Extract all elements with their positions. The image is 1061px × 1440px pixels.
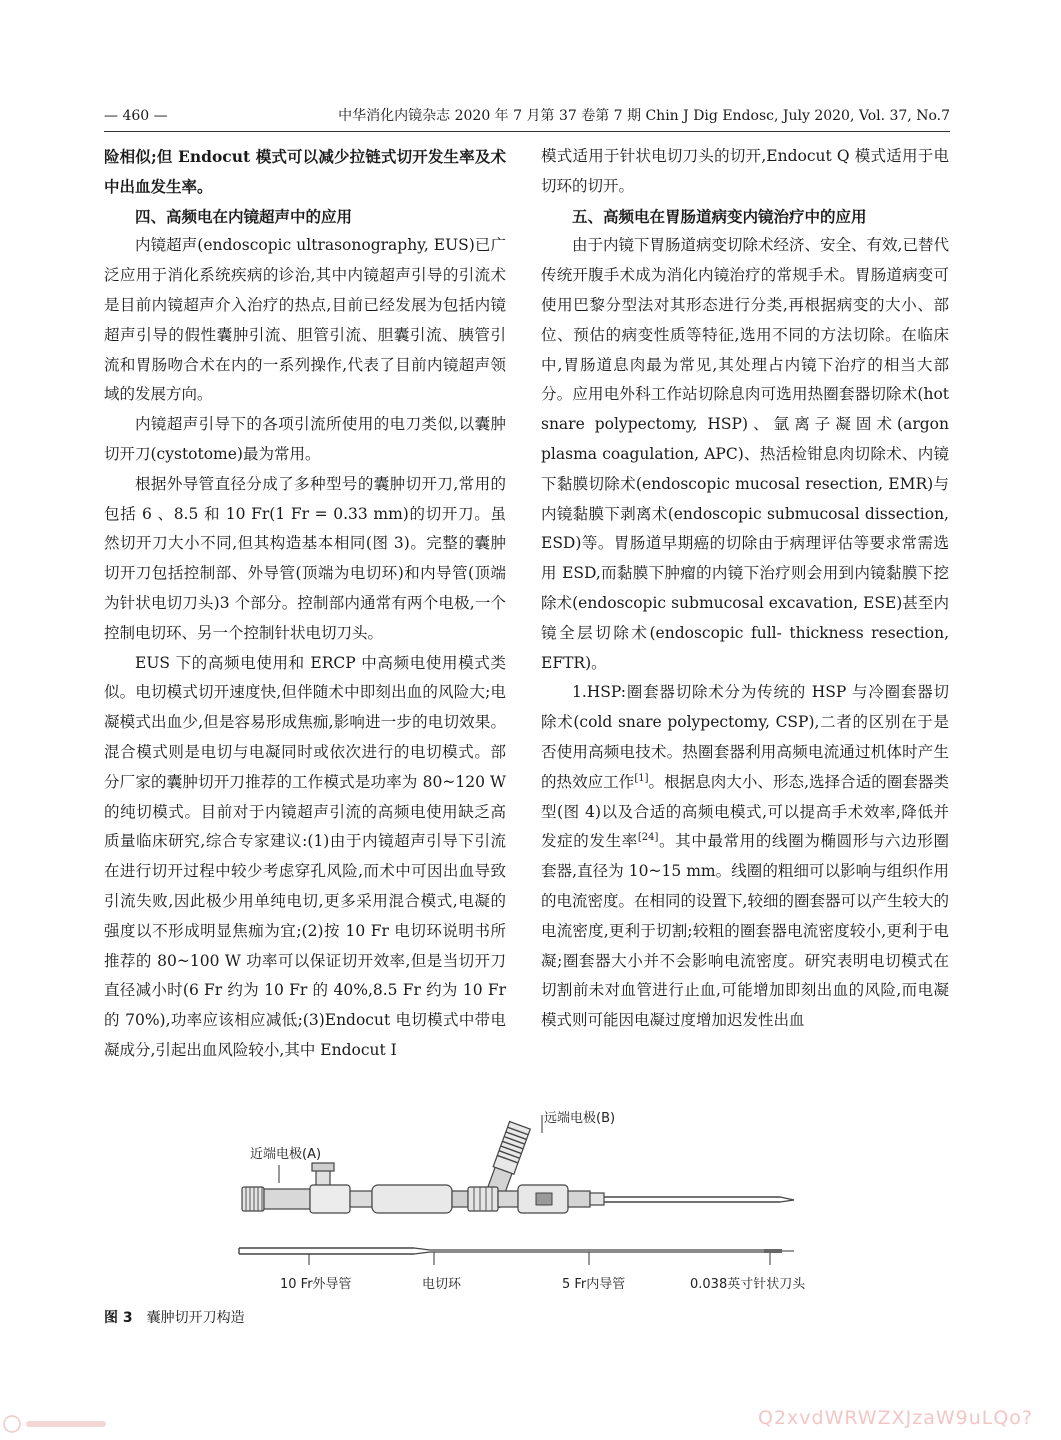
publisher-logo-icon bbox=[0, 1412, 120, 1436]
watermark-code: Q2xvdWRWZXJzaW9uLQo? bbox=[758, 1407, 1034, 1429]
publisher-logo bbox=[0, 1412, 120, 1436]
handle-assembly bbox=[242, 1185, 604, 1213]
right-paragraph-1: 模式适用于针状电切刀头的切开,Endocut Q 模式适用于电切环的切开。 bbox=[541, 147, 949, 195]
label-outer-catheter: 10 Fr外导管 bbox=[280, 1277, 352, 1292]
right-column bbox=[541, 142, 949, 1036]
lower-catheter bbox=[239, 1248, 794, 1254]
figure-title: 囊肿切开刀构造 bbox=[146, 1310, 245, 1326]
hsp-text-a: 1.HSP:圈套器切除术分为传统的 HSP 与冷圈套器切除术(cold snare polypectomy, CSP),二者的区别在于是否使用高频电技术。热圈套器利用高频电流通过机体时产生的热效应工作 bbox=[541, 683, 949, 791]
right-paragraph-2: 由于内镜下胃肠道病变切除术经济、安全、有效,已替代传统开腹手术成为消化内镜治疗的常规手术。胃肠道病变可使用巴黎分型法对其形态进行分类,再根据病变的大小、部位、预估的病变性质等特征,选用不同的方法切除。在临床中,胃肠道息肉最为常见,其处理占内镜下治疗的相当大部分。应用电外科工作站切除息肉可选用热圈套器切除术(hot snare polypectomy, HSP)、氩离子凝固术(argon plasma coagulation, APC)、热活检钳息肉切除术、内镜下黏膜切除术(endoscopic mucosal resection, EMR)与内镜黏膜下剥离术(endoscopic submucosal dissection, ESD)等。胃肠道早期癌的切除由于病理评估等要求常需选用 ESD,而黏膜下肿瘤的内镜下治疗则会用到内镜黏膜下挖除术(endoscopic submucosal excavation, ESE)甚至内镜全层切除术(endoscopic full- thickness resection, EFTR)。 bbox=[541, 236, 949, 672]
figure-caption bbox=[104, 1306, 245, 1330]
figure-number: 图 3 bbox=[104, 1310, 133, 1326]
left-paragraph-1: 险相似;但 Endocut 模式可以减少拉链式切开发生率及术中出血发生率。 bbox=[104, 147, 506, 196]
label-needle-knife: 0.038英寸针状刀头 bbox=[690, 1277, 806, 1292]
section-heading-5: 五、高频电在胃肠道病变内镜治疗中的应用 bbox=[572, 206, 867, 226]
page-number: — 460 — bbox=[104, 108, 168, 124]
left-paragraph-3: 内镜超声引导下的各项引流所使用的电刀类似,以囊肿切开刀(cystotome)最为常用。 bbox=[104, 415, 506, 463]
page-header bbox=[104, 104, 950, 128]
right-paragraph-3 bbox=[541, 678, 949, 1036]
label-inner-catheter: 5 Fr内导管 bbox=[562, 1277, 626, 1292]
figure-3 bbox=[104, 1105, 950, 1305]
cystotome-illustration bbox=[104, 1105, 950, 1305]
label-distal-electrode: 远端电极(B) bbox=[544, 1111, 616, 1126]
hsp-text-c: 。其中最常用的线圈为椭圆形与六边形圈套器,直径为 10~15 mm。线圈的粗细可以影响与组织作用的电流密度。在相同的设置下,较细的圈套器可以产生较大的电流密度,更利于切割;较粗的圈套器电流密度较小,更利于电凝;圈套器大小并不会影响电流密度。研究表明电切模式在切割前未对血管进行止血,可能增加即刻出血的风险,而电凝模式则可能因电凝过度增加迟发性出血 bbox=[541, 832, 949, 1030]
section-heading-4: 四、高频电在内镜超声中的应用 bbox=[135, 206, 353, 226]
citation-1[interactable]: [1] bbox=[634, 772, 649, 784]
label-cutting-loop: 电切环 bbox=[422, 1277, 462, 1292]
left-paragraph-2: 内镜超声(endoscopic ultrasonography, EUS)已广泛应用于消化系统疾病的诊治,其中内镜超声引导的引流术是目前内镜超声介入治疗的热点,目前已经发展为包括内镜超声引导的假性囊肿引流、胆管引流、胆囊引流、胰管引流和胃肠吻合术在内的一系列操作,代表了目前内镜超声领域的发展方向。 bbox=[104, 236, 506, 404]
citation-24[interactable]: [24] bbox=[637, 832, 659, 844]
label-proximal-electrode: 近端电极(A) bbox=[250, 1147, 322, 1162]
header-divider bbox=[104, 131, 950, 132]
left-paragraph-5: EUS 下的高频电使用和 ERCP 中高频电使用模式类似。电切模式切开速度快,但伴随术中即刻出血的风险大;电凝模式出血少,但是容易形成焦痂,影响进一步的电切效果。混合模式则是电切与电凝同时或依次进行的电切模式。部分厂家的囊肿切开刀推荐的工作模式是功率为 80~120 W 的纯切模式。目前对于内镜超声引流的高频电使用缺乏高质量临床研究,综合专家建议:(1)由于内镜超声引导下引流在进行切开过程中较少考虑穿孔风险,而术中可因出血导致引流失败,因此极少用单纯电切,更多采用混合模式,电凝的强度以不形成明显焦痂为宜;(2)按 10 Fr 电切环说明书所推荐的 80~100 W 功率可以保证切开效率,但是当切开刀直径减小时(6 Fr 约为 10 Fr 的 40%,8.5 Fr 约为 10 Fr 的 70%),功率应该相应减低;(3)Endocut 电切模式中带电凝成分,引起出血风险较小,其中 Endocut I bbox=[104, 653, 506, 1059]
hsp-text-b: 。根据息肉大小、形态,选择合适的圈套器类型(图 4)以及合适的高频电模式,可以提高手术效率,降低并发症的发生率 bbox=[541, 772, 949, 851]
journal-info: 中华消化内镜杂志 2020 年 7 月第 37 卷第 7 期 Chin J Dig Endosc, July 2020, Vol. 37, No.7 bbox=[338, 108, 950, 124]
left-paragraph-4: 根据外导管直径分成了多种型号的囊肿切开刀,常用的包括 6 、8.5 和 10 Fr(1 Fr = 0.33 mm)的切开刀。虽然切开刀大小不同,但其构造基本相同(图 3)。完整的囊肿切开刀包括控制部、外导管(顶端为电切环)和内导管(顶端为针状电切刀头)3 个部分。控制部内通常有两个电极,一个控制电切环、另一个控制针状电切刀头。 bbox=[104, 474, 506, 642]
left-column bbox=[104, 142, 506, 1066]
